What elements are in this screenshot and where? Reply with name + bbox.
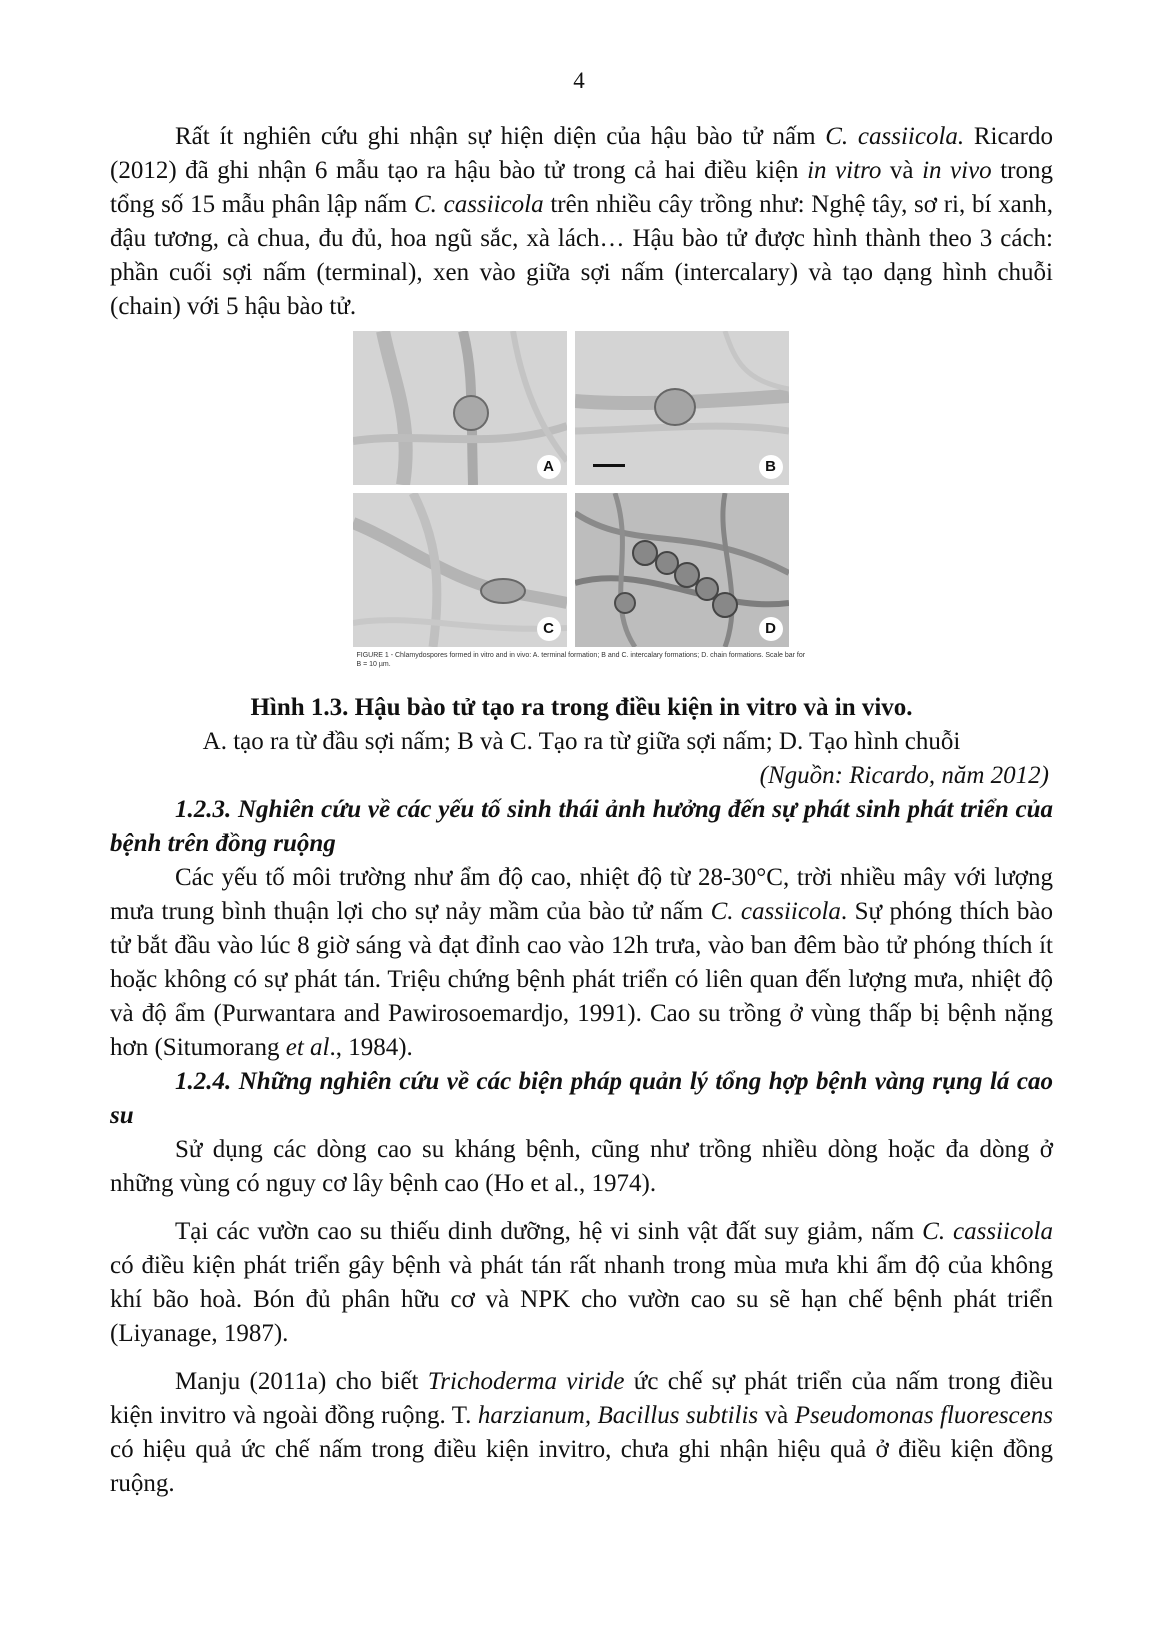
figure-inner-caption: FIGURE 1 - Chlamydospores formed in vitro and in vivo: A. terminal formation; B and C. intercalary formations; D. chain formations. Scale bar for B = 10 µm.: [356, 652, 806, 668]
figure-source: (Nguồn: Ricardo, năm 2012): [759, 762, 1049, 789]
panel-label-c: C: [537, 617, 561, 641]
panel-label-a: A: [537, 455, 561, 479]
paragraph-ecological-factors: Các yếu tố môi trường như ẩm độ cao, nhiệt độ từ 28-30°C, trời nhiều mây với lượng mưa trung bình thuận lợi cho sự nảy mầm của bào tử nấm C. cassiicola. Sự phóng thích bào tử bắt đầu vào lúc 8 giờ sáng và đạt đỉnh cao vào 12h trưa, vào ban đêm bào tử phóng thích ít hoặc không có sự phát tán. Triệu chứng bệnh phát triển có liên quan đến lượng mưa, nhiệt độ và độ ẩm (Purwantara and Pawirosoemardjo, 1991). Cao su trồng ở vùng thấp bị bệnh nặng hơn (Situmorang et al., 1984).: [110, 864, 1053, 1061]
micrograph-panel-c: [353, 493, 567, 647]
micrograph-panel-a: [353, 331, 567, 485]
page-number: 4: [573, 68, 585, 93]
paragraph-chlamydospore-intro: Rất ít nghiên cứu ghi nhận sự hiện diện của hậu bào tử nấm C. cassiicola. Ricardo (2012) đã ghi nhận 6 mẫu tạo ra hậu bào tử trong cả hai điều kiện in vitro và in vivo trong tổng số 15 mẫu phân lập nấm C. cassiicola trên nhiều cây trồng như: Nghệ tây, sơ ri, bí xanh, đậu tương, cà chua, đu đủ, hoa ngũ sắc, xà lách… Hậu bào tử được hình thành theo 3 cách: phần cuối sợi nấm (terminal), xen vào giữa sợi nấm (intercalary) và tạo dạng hình chuỗi (chain) với 5 hậu bào tử.: [110, 123, 1054, 320]
paragraph-resistant-clones: Sử dụng các dòng cao su kháng bệnh, cũng như trồng nhiều dòng hoặc đa dòng ở những vùng có nguy cơ lây bệnh cao (Ho et al., 1974).: [110, 1136, 1053, 1197]
paragraph-nutrition: Tại các vườn cao su thiếu dinh dưỡng, hệ vi sinh vật đất suy giảm, nấm C. cassiicola có điều kiện phát triển gây bệnh và phát tán rất nhanh trong mùa mưa khi ẩm độ của không khí bão hoà. Bón đủ phân hữu cơ và NPK cho vườn cao su sẽ hạn chế bệnh phát triển (Liyanage, 1987).: [110, 1218, 1053, 1347]
panel-label-d: D: [759, 617, 783, 641]
paragraph-biocontrol: Manju (2011a) cho biết Trichoderma viride ức chế sự phát triển của nấm trong điều kiện invitro và ngoài đồng ruộng. T. harzianum, Bacillus subtilis và Pseudomonas fluorescens có hiệu quả ức chế nấm trong điều kiện invitro, chưa ghi nhận hiệu quả ở điều kiện đồng ruộng.: [110, 1368, 1053, 1497]
section-heading-1-2-3: 1.2.3. Nghiên cứu về các yếu tố sinh thái ảnh hưởng đến sự phát sinh phát triển của bệnh trên đồng ruộng: [110, 796, 1053, 857]
section-heading-1-2-4: 1.2.4. Những nghiên cứu về các biện pháp quản lý tổng hợp bệnh vàng rụng lá cao su: [110, 1068, 1053, 1129]
page-content: [110, 120, 1053, 1501]
figure-description: A. tạo ra từ đầu sợi nấm; B và C. Tạo ra từ giữa sợi nấm; D. Tạo hình chuỗi: [202, 728, 961, 755]
figure-title: Hình 1.3. Hậu bào tử tạo ra trong điều kiện in vitro và in vivo.: [250, 694, 913, 721]
figure-chlamydospores: [353, 331, 811, 689]
micrograph-panel-d: [575, 493, 789, 647]
scale-bar: [593, 464, 625, 467]
panel-label-b: B: [759, 455, 783, 479]
micrograph-panel-b: [575, 331, 789, 485]
